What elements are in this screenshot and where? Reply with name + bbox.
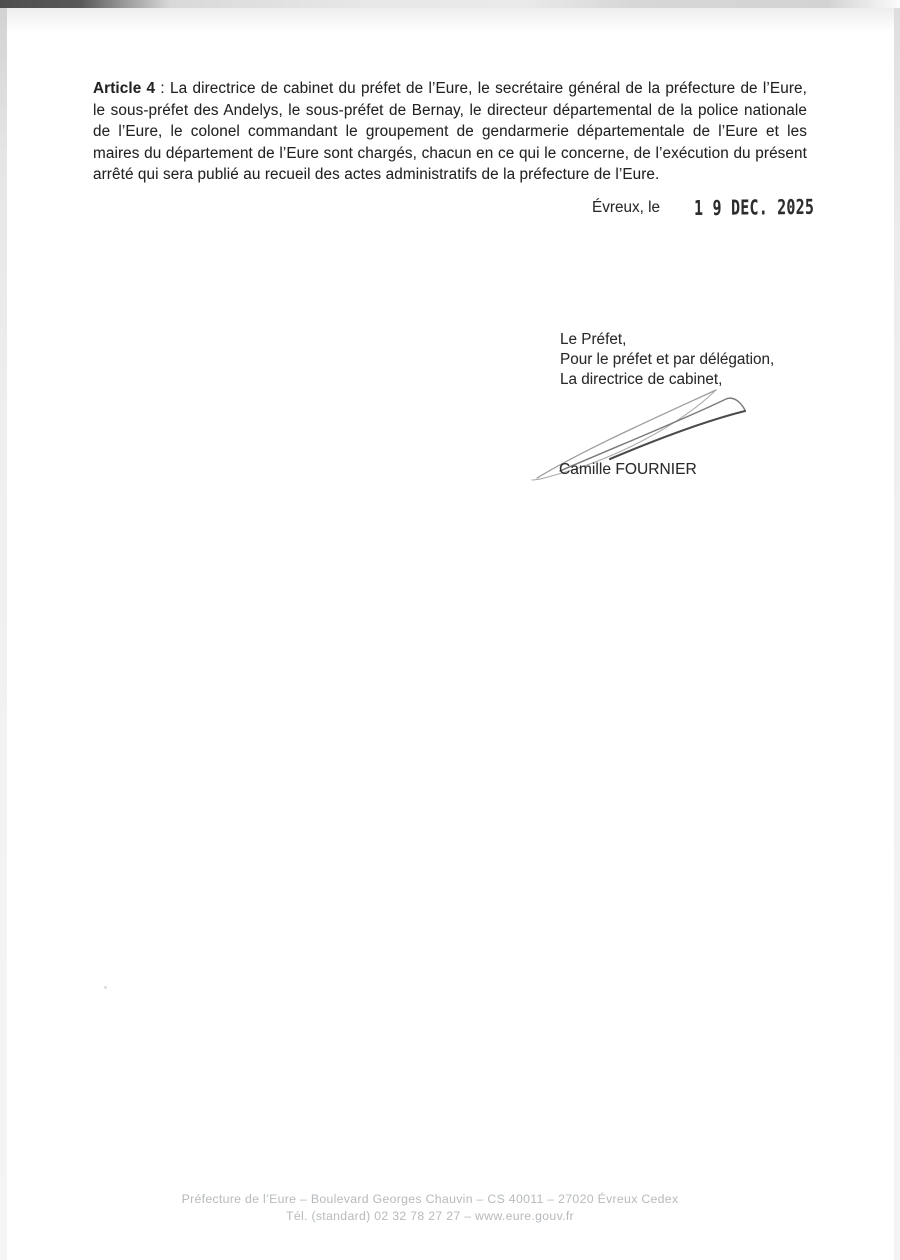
scan-edge-top-shadow: [0, 8, 900, 32]
article-separator: :: [155, 80, 171, 98]
scan-edge-left: [0, 8, 7, 1260]
signature-title-line2: Pour le préfet et par délégation,: [560, 351, 775, 368]
article-4-paragraph: [93, 78, 807, 185]
footer-address-line: Préfecture de l’Eure – Boulevard Georges Chauvin – CS 40011 – 27020 Évreux Cedex: [181, 1192, 679, 1206]
scan-edge-right: [894, 8, 900, 1260]
signature-title-line3: La directrice de cabinet,: [560, 371, 723, 388]
scan-edge-top: [0, 0, 900, 8]
dateline-place-label: Évreux, le: [592, 199, 661, 216]
scan-speck: [104, 986, 107, 989]
article-label: Article 4: [93, 80, 156, 98]
signatory-name: Camille FOURNIER: [559, 461, 697, 478]
article-body-text: La directrice de cabinet du préfet de l’Eure, le secrétaire général de la préfecture de l’Eure, le sous-préfet des Andelys, le sous-préfet de Bernay, le directeur départemental de la police nationale de l’Eure, le colonel commandant le groupement de gendarmerie départementale de l’Eure et les maires du département de l’Eure sont chargés, chacun en ce qui le concerne, de l’exécution du présent arrêté qui sera publié au recueil des actes administratifs de la préfecture de l’Eure.: [93, 80, 807, 183]
signature-title-line1: Le Préfet,: [560, 331, 627, 348]
page-footer: [0, 1191, 860, 1224]
footer-contact-line: Tél. (standard) 02 32 78 27 27 – www.eure.gouv.fr: [286, 1208, 574, 1223]
date-stamp: 1 9 DEC. 2025: [694, 194, 815, 220]
signature-title-block: [560, 330, 774, 390]
